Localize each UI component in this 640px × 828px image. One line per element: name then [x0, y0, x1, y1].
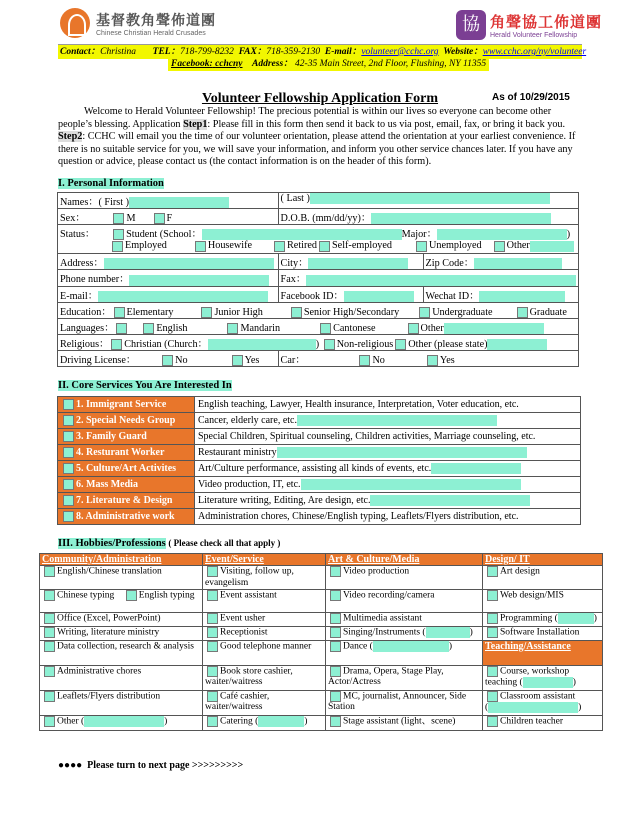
core-service-row: 3. Family Guard Special Children, Spiritual counseling, Children activities, Marriage counseling, etc. [58, 429, 581, 445]
core-service-checkbox[interactable] [63, 463, 74, 474]
zip-input[interactable] [474, 258, 562, 269]
as-of-date: As of 10/29/2015 [492, 92, 570, 103]
other-religion-input[interactable] [487, 339, 547, 350]
phone-input[interactable] [129, 275, 269, 286]
school-input[interactable] [202, 229, 402, 240]
hobby-checkbox[interactable] [207, 716, 218, 727]
hobby-checkbox[interactable] [330, 716, 341, 727]
hobby-checkbox[interactable] [44, 691, 55, 702]
hobby-checkbox[interactable] [44, 641, 55, 652]
hobby-checkbox[interactable] [207, 666, 218, 677]
logo-left-cn: 基督教角聲佈道團 [96, 12, 216, 29]
dob-input[interactable] [371, 213, 551, 224]
address-input[interactable] [104, 258, 274, 269]
hobbies-table: Community/Administration Event/Service Art & Culture/Media Design/ IT English/Chinese translation Visiting, follow up, evangelism Video production Art design Chinese typing English typing Event assistant Video recording/camera Web design/MIS Office (Excel, PowerPoint) Event usher Multimedia assistant Programming ( ) Writing, literature ministry Receptionist Singing/Instruments ( ) Software Installation Data collection, research & analysis Good telephone manner Dance ( ) Teaching/Assistance Administrative chores Book store cashier, waiter/waitress Drama, Opera, Stage Play, Actor/Actress Course, workshop teaching ( ) Leaflets/Flyers distribution Café cashier, waiter/waitress MC, journalist, Announcer, Side Station Classroom assistant ( ) Other ( ) Catering ( ) Stage assistant (light、scene) Children teacher [39, 553, 603, 731]
hobby-checkbox[interactable] [207, 641, 218, 652]
hobby-checkbox[interactable] [330, 613, 341, 624]
hobby-checkbox[interactable] [330, 627, 341, 638]
hobby-checkbox[interactable] [330, 691, 341, 702]
major-input[interactable] [437, 229, 567, 240]
facebook-id-input[interactable] [344, 291, 414, 302]
mandarin-checkbox[interactable] [227, 323, 238, 334]
cchc-logo-icon [60, 8, 90, 38]
page-title: Volunteer Fellowship Application Form [201, 91, 439, 106]
hobby-checkbox[interactable] [487, 566, 498, 577]
hobby-checkbox[interactable] [330, 666, 341, 677]
core-services-heading: II. Core Services You Are Interested In [58, 380, 232, 391]
hobby-checkbox[interactable] [44, 666, 55, 677]
hobby-checkbox[interactable] [207, 613, 218, 624]
cantonese-checkbox[interactable] [320, 323, 331, 334]
address-bar: Facebook: cchcny Address： 42-35 Main Street, 2nd Floor, Flushing, NY 11355 [168, 58, 489, 71]
hobby-checkbox[interactable] [44, 590, 55, 601]
senior-high-checkbox[interactable] [291, 307, 302, 318]
core-service-row: 8. Administrative work Administration chores, Chinese/English typing, Leaflets/Flyers distribution, etc. [58, 509, 581, 525]
contact-bar: Contact：Christina TEL：718-799-8232 FAX：718-359-2130 E-mail：volunteer@cchc.org Website：www.cchc.org/ny/volunteer [58, 44, 582, 59]
housewife-checkbox[interactable] [195, 241, 206, 252]
unemployed-checkbox[interactable] [416, 241, 427, 252]
self-employed-checkbox[interactable] [319, 241, 330, 252]
city-input[interactable] [308, 258, 408, 269]
car-yes-checkbox[interactable] [427, 355, 438, 366]
fax-input[interactable] [306, 275, 576, 286]
hobby-checkbox[interactable] [126, 590, 137, 601]
website-link[interactable]: www.cchc.org/ny/volunteer [482, 47, 587, 57]
other-language-input[interactable] [444, 323, 544, 334]
hobby-checkbox[interactable] [487, 613, 498, 624]
core-service-checkbox[interactable] [63, 399, 74, 410]
volunteer-logo-icon: 協 [456, 10, 486, 40]
hobby-checkbox[interactable] [44, 566, 55, 577]
sex-f-checkbox[interactable] [154, 213, 165, 224]
personal-info-heading: I. Personal Information [58, 178, 164, 189]
hobby-checkbox[interactable] [207, 627, 218, 638]
english-checkbox[interactable] [143, 323, 154, 334]
other-religion-checkbox[interactable] [395, 339, 406, 350]
logo-right-cn: 角聲協工佈道團 [490, 13, 603, 31]
hobby-checkbox[interactable] [487, 691, 498, 702]
hobby-checkbox[interactable] [487, 627, 498, 638]
col-design: Design/ IT [483, 554, 603, 566]
facebook-link[interactable]: Facebook: cchcny [171, 59, 243, 69]
non-religious-checkbox[interactable] [324, 339, 335, 350]
sex-m-checkbox[interactable] [113, 213, 124, 224]
volunteer-logo [456, 10, 602, 40]
other-language-checkbox[interactable] [408, 323, 419, 334]
language-blank-checkbox[interactable] [116, 323, 127, 334]
first-name-input[interactable] [129, 197, 229, 208]
personal-info-table: Names：( First ) ( Last ) Sex： M F D.O.B. (mm/dd/yy)： Status： Student (School： Major： ) Employed Housewife Retired Self-employed Unemployed Other Address： City： Zip Code： Phone number： Fax： E-mail： Facebook ID： Wechat ID： Education： Elementary Junior High Senior High/Secondary Undergraduate Graduate Languages： English Mandarin Cantonese Other Religious： Christian (Church： ) Non-religious Other (please state) Driving License： No Yes Car： No Yes [57, 192, 579, 367]
core-service-row: 4. Resturant Worker Restaurant ministry [58, 445, 581, 461]
email-input[interactable] [98, 291, 268, 302]
col-art: Art & Culture/Media [326, 554, 483, 566]
intro-paragraph: Welcome to Herald Volunteer Fellowship! The precious potential is within our lives so everyone can become other people’s blessing. Application Step1: Please fill in this form then send it back to us via post, email, fax, or bring it back you. Step2: CCHC will email you the time of our volunteer orientation, please attend the orientation at your earliest convenience. If there is no suitable service for you, we will save your information, and inform you other service chances later. If you have any question or advice, please contact us (the contact information is on the header of this form). [58, 106, 576, 167]
core-service-checkbox[interactable] [63, 447, 74, 458]
other-status-checkbox[interactable] [494, 241, 505, 252]
hobby-checkbox[interactable] [330, 566, 341, 577]
core-service-checkbox[interactable] [63, 495, 74, 506]
hobby-checkbox[interactable] [487, 666, 498, 677]
core-service-checkbox[interactable] [63, 431, 74, 442]
col-event: Event/Service [203, 554, 326, 566]
elementary-checkbox[interactable] [114, 307, 125, 318]
email-link[interactable]: volunteer@cchc.org [361, 47, 439, 57]
wechat-id-input[interactable] [479, 291, 565, 302]
license-no-checkbox[interactable] [162, 355, 173, 366]
col-teaching: Teaching/Assistance [483, 640, 603, 665]
core-service-row: 6. Mass Media Video production, IT, etc. [58, 477, 581, 493]
car-no-checkbox[interactable] [359, 355, 370, 366]
cchc-logo [60, 8, 216, 38]
hobby-checkbox[interactable] [44, 716, 55, 727]
undergraduate-checkbox[interactable] [419, 307, 430, 318]
hobby-checkbox[interactable] [207, 566, 218, 577]
hobby-checkbox[interactable] [44, 627, 55, 638]
other-status-input[interactable] [530, 241, 574, 252]
core-service-checkbox[interactable] [63, 511, 74, 522]
hobby-checkbox[interactable] [207, 691, 218, 702]
hobby-checkbox[interactable] [44, 613, 55, 624]
core-service-checkbox[interactable] [63, 415, 74, 426]
last-name-input[interactable] [310, 193, 550, 204]
logo-left-en: Chinese Christian Herald Crusades [96, 29, 206, 37]
core-service-row: 1. Immigrant Service English teaching, Lawyer, Health insurance, Interpretation, Voter education, etc. [58, 397, 581, 413]
core-service-row: 2. Special Needs Group Cancer, elderly care, etc. [58, 413, 581, 429]
core-service-checkbox[interactable] [63, 479, 74, 490]
student-checkbox[interactable] [113, 229, 124, 240]
core-service-row: 5. Culture/Art Activites Art/Culture performance, assisting all kinds of events, etc. [58, 461, 581, 477]
logo-right-en: Herald Volunteer Fellowship [490, 32, 578, 39]
hobby-checkbox[interactable] [487, 590, 498, 601]
hobby-checkbox[interactable] [330, 590, 341, 601]
license-yes-checkbox[interactable] [232, 355, 243, 366]
church-input[interactable] [208, 339, 316, 350]
col-community: Community/Administration [40, 554, 203, 566]
hobby-checkbox[interactable] [207, 590, 218, 601]
graduate-checkbox[interactable] [517, 307, 528, 318]
hobby-checkbox[interactable] [330, 641, 341, 652]
christian-checkbox[interactable] [111, 339, 122, 350]
hobby-checkbox[interactable] [487, 716, 498, 727]
core-service-row: 7. Literature & Design Literature writing, Editing, Are design, etc. [58, 493, 581, 509]
junior-high-checkbox[interactable] [201, 307, 212, 318]
core-services-table [57, 396, 581, 525]
next-page-note: ●●●● Please turn to next page >>>>>>>>> [58, 760, 244, 771]
employed-checkbox[interactable] [112, 241, 123, 252]
hobbies-heading: III. Hobbies/Professions ( Please check all that apply ) [58, 538, 281, 549]
retired-checkbox[interactable] [274, 241, 285, 252]
